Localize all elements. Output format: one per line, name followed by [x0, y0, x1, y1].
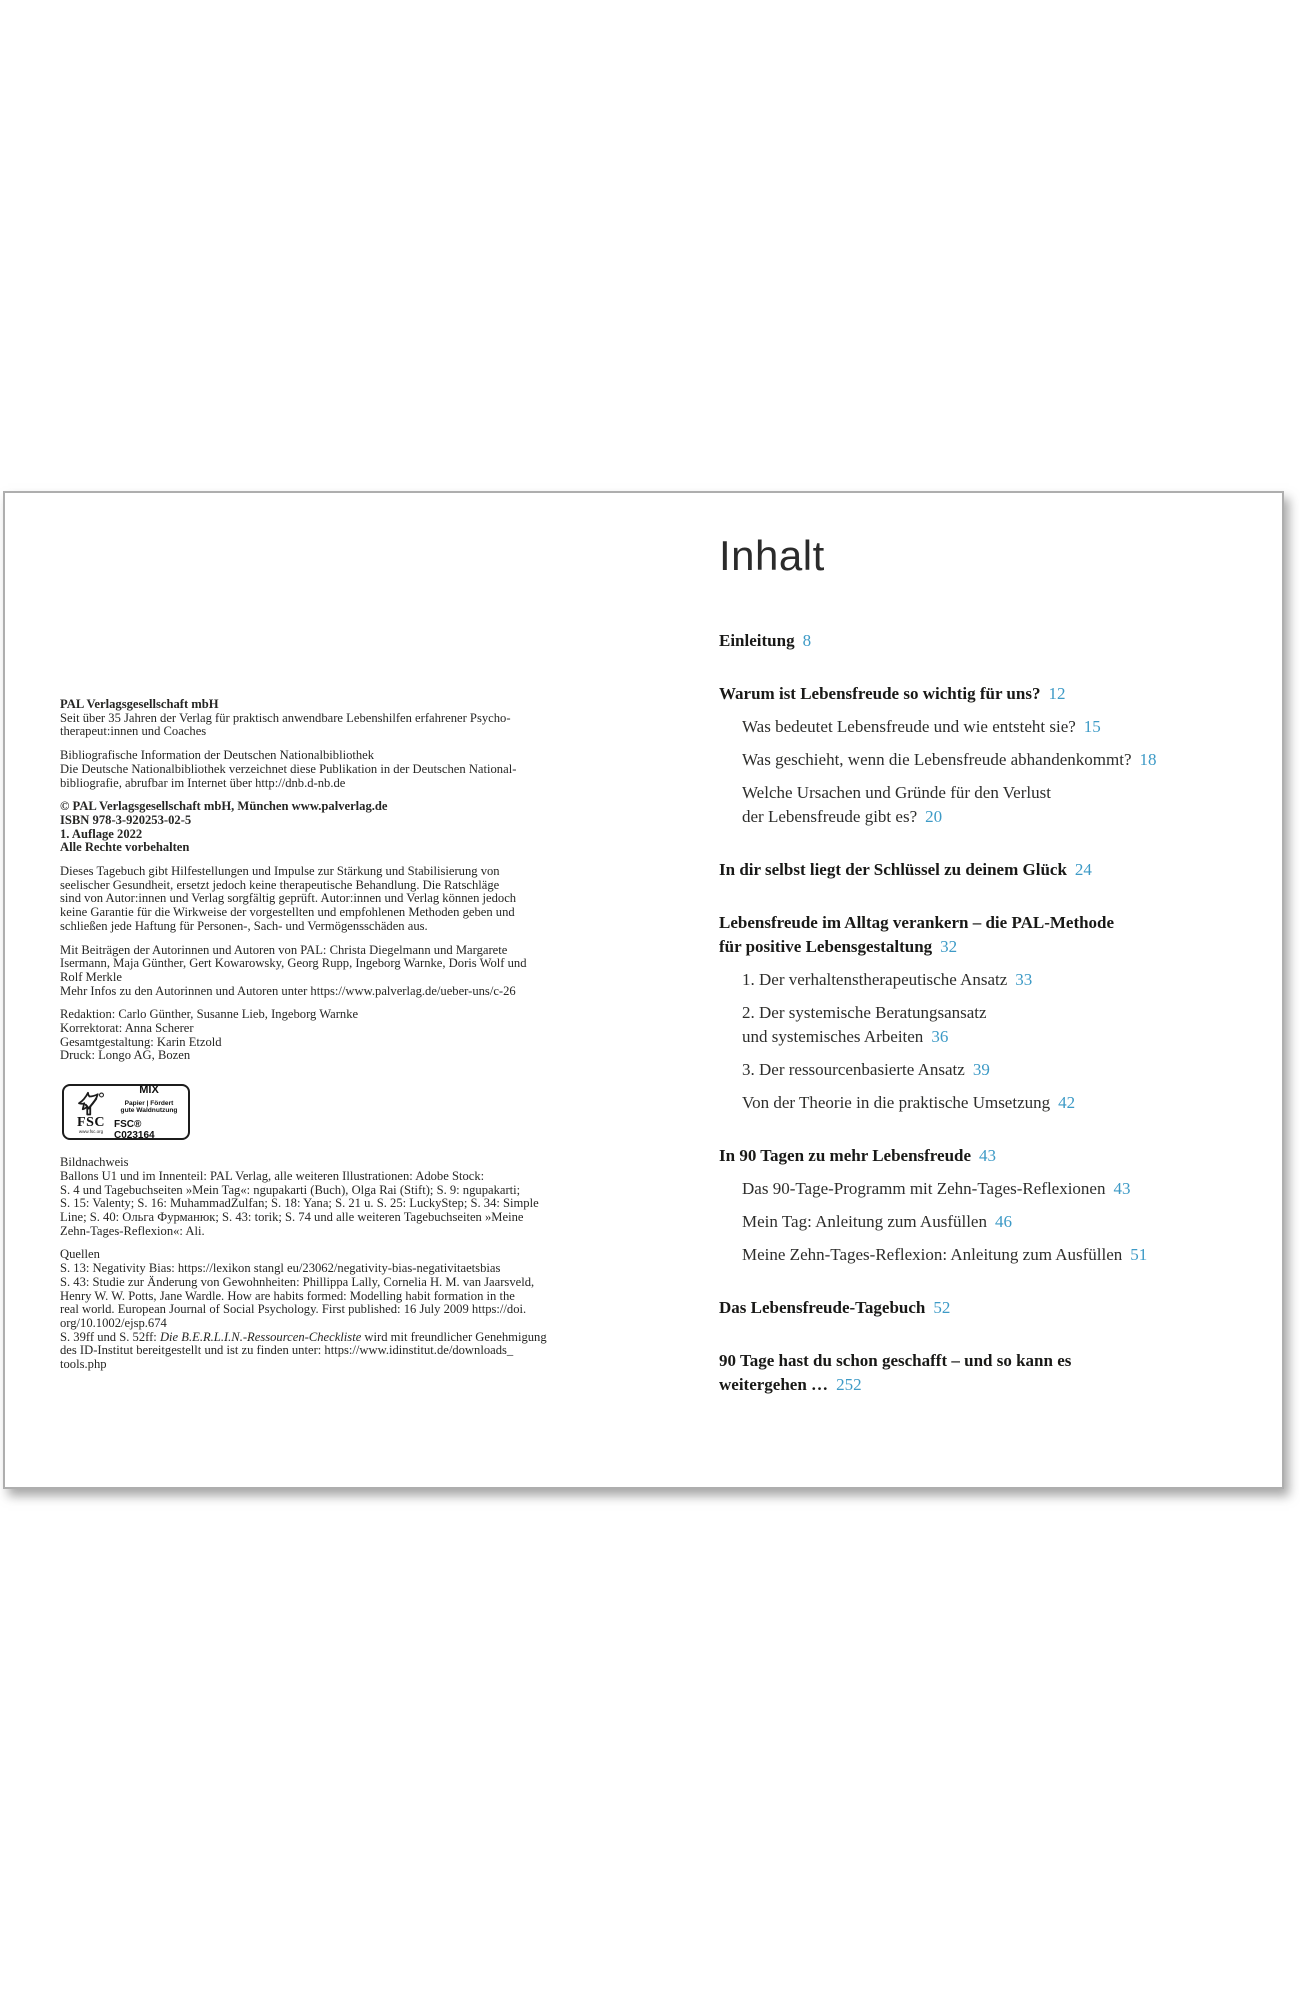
- toc-sub-entry: [719, 748, 1239, 772]
- imprint-line: S. 39ff und S. 52ff: Die B.E.R.L.I.N.-Ressourcen-Checkliste wird mit freundlicher Genehmigung: [60, 1329, 547, 1344]
- imprint-line: Seit über 35 Jahren der Verlag für praktisch anwendbare Lebenshilfen erfahrener Psycho-: [60, 710, 511, 725]
- toc-page-number: 12: [1048, 684, 1066, 703]
- toc-sub-entry: [719, 1091, 1239, 1115]
- toc-entry-label: Was bedeutet Lebensfreude und wie entsteht sie?: [742, 717, 1076, 736]
- imprint-line: Mehr Infos zu den Autorinnen und Autoren unter https://www.palverlag.de/ueber-uns/c-26: [60, 983, 516, 998]
- book-page: [3, 491, 1284, 1489]
- sources-block: [60, 1248, 620, 1371]
- toc-entry-label: In dir selbst liegt der Schlüssel zu deinem Glück: [719, 860, 1067, 879]
- toc-page-number: 8: [802, 631, 812, 650]
- toc-sub-entry: [719, 1001, 1239, 1049]
- toc-sub-entry: [719, 1243, 1239, 1267]
- toc-entry-label: Mein Tag: Anleitung zum Ausfüllen: [742, 1212, 987, 1231]
- copyright-block: [60, 800, 620, 855]
- toc-entry-label: Welche Ursachen und Gründe für den Verlust: [742, 783, 1051, 802]
- fsc-brand-text: FSC: [77, 1114, 105, 1130]
- toc-page-number: 51: [1130, 1245, 1148, 1264]
- imprint-line: Bibliografische Information der Deutschen Nationalbibliothek: [60, 748, 375, 763]
- imprint-line: Rolf Merkle: [60, 969, 122, 984]
- imprint-line: 1. Auflage 2022: [60, 826, 143, 841]
- toc-sub-entry: [719, 715, 1239, 739]
- toc-page-number: 46: [994, 1212, 1012, 1231]
- fsc-label: [62, 1084, 190, 1140]
- imprint-line: org/10.1002/ejsp.674: [60, 1315, 167, 1330]
- fsc-tree-icon: [76, 1091, 106, 1117]
- toc-entry-label: und systemisches Arbeiten: [742, 1027, 924, 1046]
- toc-section-entry: [719, 629, 1239, 653]
- toc-entry-label: 90 Tage hast du schon geschafft – und so kann es: [719, 1351, 1072, 1370]
- toc-section-entry: [719, 682, 1239, 706]
- imprint-line: Henry W. W. Potts, Jane Wardle. How are habits formed: Modelling habit formation in the: [60, 1288, 515, 1303]
- imprint-blocks: [60, 698, 620, 1063]
- imprint-line: des ID-Institut bereitgestellt und ist zu finden unter: https://www.idinstitut.de/downloads_: [60, 1343, 514, 1358]
- imprint-line: keine Garantie für die Wirkweise der vorgestellten und empfohlenen Methoden geben und: [60, 905, 515, 920]
- imprint-line: Redaktion: Carlo Günther, Susanne Lieb, Ingeborg Warnke: [60, 1007, 359, 1022]
- toc-entry-label: Warum ist Lebensfreude so wichtig für uns?: [719, 684, 1041, 703]
- imprint-line: © PAL Verlagsgesellschaft mbH, München www.palverlag.de: [60, 799, 388, 814]
- toc-entry-label: 2. Der systemische Beratungsansatz: [742, 1003, 987, 1022]
- imprint-line: Line; S. 40: Ольга Фурманюк; S. 43: torik; S. 74 und alle weiteren Tagebuchseiten »Meine: [60, 1209, 524, 1224]
- imprint-line: S. 43: Studie zur Änderung von Gewohnheiten: Phillippa Lally, Cornelia H. M. van Jaarsveld,: [60, 1274, 535, 1289]
- toc-sub-entry: [719, 1058, 1239, 1082]
- toc-page-number: 39: [972, 1060, 990, 1079]
- toc-page-number: 32: [940, 937, 958, 956]
- imprint-line: S. 13: Negativity Bias: https://lexikon stangl eu/23062/negativity-bias-negativitaetsbias: [60, 1261, 501, 1276]
- toc-entry-label: 3. Der ressourcenbasierte Ansatz: [742, 1060, 965, 1079]
- toc-section-entry: [719, 1349, 1239, 1397]
- toc-page-number: 42: [1058, 1093, 1076, 1112]
- bibliographic-block: [60, 749, 620, 790]
- imprint-line: ISBN 978-3-920253-02-5: [60, 812, 192, 827]
- imprint-line: sind von Autor:innen und Verlag sorgfältig geprüft. Autor:innen und Verlag können jedoch: [60, 891, 517, 906]
- toc-entry-label: für positive Lebensgestaltung: [719, 937, 933, 956]
- disclaimer-block: [60, 865, 620, 934]
- image-credits-block: [60, 1156, 620, 1238]
- imprint-line: PAL Verlagsgesellschaft mbH: [60, 697, 219, 711]
- toc-sub-entry: [719, 1177, 1239, 1201]
- credits-blocks: [60, 1156, 620, 1372]
- toc-page-number: 36: [931, 1027, 949, 1046]
- toc-entry-label: Das 90-Tage-Programm mit Zehn-Tages-Reflexionen: [742, 1179, 1106, 1198]
- imprint-line: bibliografie, abrufbar im Internet über http://dnb.d-nb.de: [60, 775, 346, 790]
- toc-sub-entry: [719, 968, 1239, 992]
- imprint-line: Mit Beiträgen der Autorinnen und Autoren von PAL: Christa Diegelmann und Margarete: [60, 942, 508, 957]
- toc-page-number: 20: [925, 807, 943, 826]
- toc-page-number: 15: [1083, 717, 1101, 736]
- toc-entry-label: 1. Der verhaltenstherapeutische Ansatz: [742, 970, 1008, 989]
- toc-sub-entry: [719, 781, 1239, 829]
- toc-page-number: 52: [933, 1298, 951, 1317]
- imprint-line: Quellen: [60, 1247, 100, 1262]
- imprint-line: Bildnachweis: [60, 1155, 129, 1170]
- toc-entry-label: Lebensfreude im Alltag verankern – die PAL-Methode: [719, 913, 1115, 932]
- toc-entry-label: Das Lebensfreude-Tagebuch: [719, 1298, 926, 1317]
- toc-section-entry: [719, 1144, 1239, 1168]
- imprint-line: schließen jede Haftung für Personen-, Sach- und Vermögensschäden aus.: [60, 918, 428, 933]
- imprint-line: Die Deutsche Nationalbibliothek verzeichnet diese Publikation in der Deutschen National-: [60, 761, 517, 776]
- toc-entry-label: Einleitung: [719, 631, 795, 650]
- toc-entry-label: weitergehen …: [719, 1375, 829, 1394]
- toc-page-number: 24: [1074, 860, 1092, 879]
- fsc-claim: [114, 1084, 188, 1141]
- imprint-line: Druck: Longo AG, Bozen: [60, 1048, 191, 1063]
- staff-block: [60, 1008, 620, 1063]
- toc-sub-entry: [719, 1210, 1239, 1234]
- toc-section-entry: [719, 858, 1239, 882]
- toc-entry-label: der Lebensfreude gibt es?: [742, 807, 918, 826]
- toc-entries: [719, 629, 1239, 1397]
- fsc-url-text: www.fsc.org: [78, 1128, 104, 1134]
- imprint-line: Ballons U1 und im Innenteil: PAL Verlag, alle weiteren Illustrationen: Adobe Stock:: [60, 1168, 485, 1183]
- imprint-line: therapeut:innen und Coaches: [60, 724, 207, 739]
- imprint-line: Isermann, Maja Günther, Gert Kowarowsky, Georg Rupp, Ingeborg Warnke, Doris Wolf und: [60, 956, 527, 971]
- imprint-line: S. 4 und Tagebuchseiten »Mein Tag«: ngupakarti (Buch), Olga Rai (Stift); S. 9: ngupakarti;: [60, 1182, 521, 1197]
- toc-page-number: 33: [1015, 970, 1033, 989]
- imprint-line: S. 15: Valenty; S. 16: MuhammadZulfan; S. 18: Yana; S. 21 u. S. 25: LuckyStep; S. 34: Simple: [60, 1196, 539, 1211]
- fsc-cert-number: FSC® C023164: [114, 1118, 155, 1141]
- contributors-block: [60, 944, 620, 999]
- imprint-line: tools.php: [60, 1357, 107, 1372]
- toc-entry-label: Meine Zehn-Tages-Reflexion: Anleitung zum Ausfüllen: [742, 1245, 1123, 1264]
- toc-page-number: 252: [836, 1375, 862, 1394]
- toc-column: [719, 532, 1239, 1397]
- toc-entry-label: In 90 Tagen zu mehr Lebensfreude: [719, 1146, 972, 1165]
- toc-entry-label: Von der Theorie in die praktische Umsetzung: [742, 1093, 1051, 1112]
- toc-section-entry: [719, 911, 1239, 959]
- imprint-line: Gesamtgestaltung: Karin Etzold: [60, 1034, 222, 1049]
- fsc-logo: [64, 1091, 114, 1134]
- toc-page-number: 43: [1113, 1179, 1131, 1198]
- imprint-line: Zehn-Tages-Reflexion«: Ali.: [60, 1223, 205, 1238]
- toc-section-entry: [719, 1296, 1239, 1320]
- toc-page-number: 43: [979, 1146, 997, 1165]
- fsc-claim-text: Papier | Fördert gute Waldnutzung: [120, 1099, 178, 1115]
- toc-entry-label: Was geschieht, wenn die Lebensfreude abhandenkommt?: [742, 750, 1132, 769]
- imprint-column: [60, 698, 620, 1382]
- imprint-line: seelischer Gesundheit, ersetzt jedoch keine therapeutische Behandlung. Die Ratschläge: [60, 877, 500, 892]
- publisher-block: [60, 698, 620, 739]
- imprint-line: Alle Rechte vorbehalten: [60, 840, 190, 855]
- imprint-line: Dieses Tagebuch gibt Hilfestellungen und Impulse zur Stärkung und Stabilisierung von: [60, 864, 500, 879]
- toc-page-number: 18: [1139, 750, 1157, 769]
- imprint-line: real world. European Journal of Social Psychology. First published: 16 July 2009 https://doi.: [60, 1302, 527, 1317]
- fsc-mix-label: MIX: [139, 1083, 159, 1096]
- imprint-line: Korrektorat: Anna Scherer: [60, 1021, 194, 1036]
- toc-title: Inhalt: [719, 532, 825, 579]
